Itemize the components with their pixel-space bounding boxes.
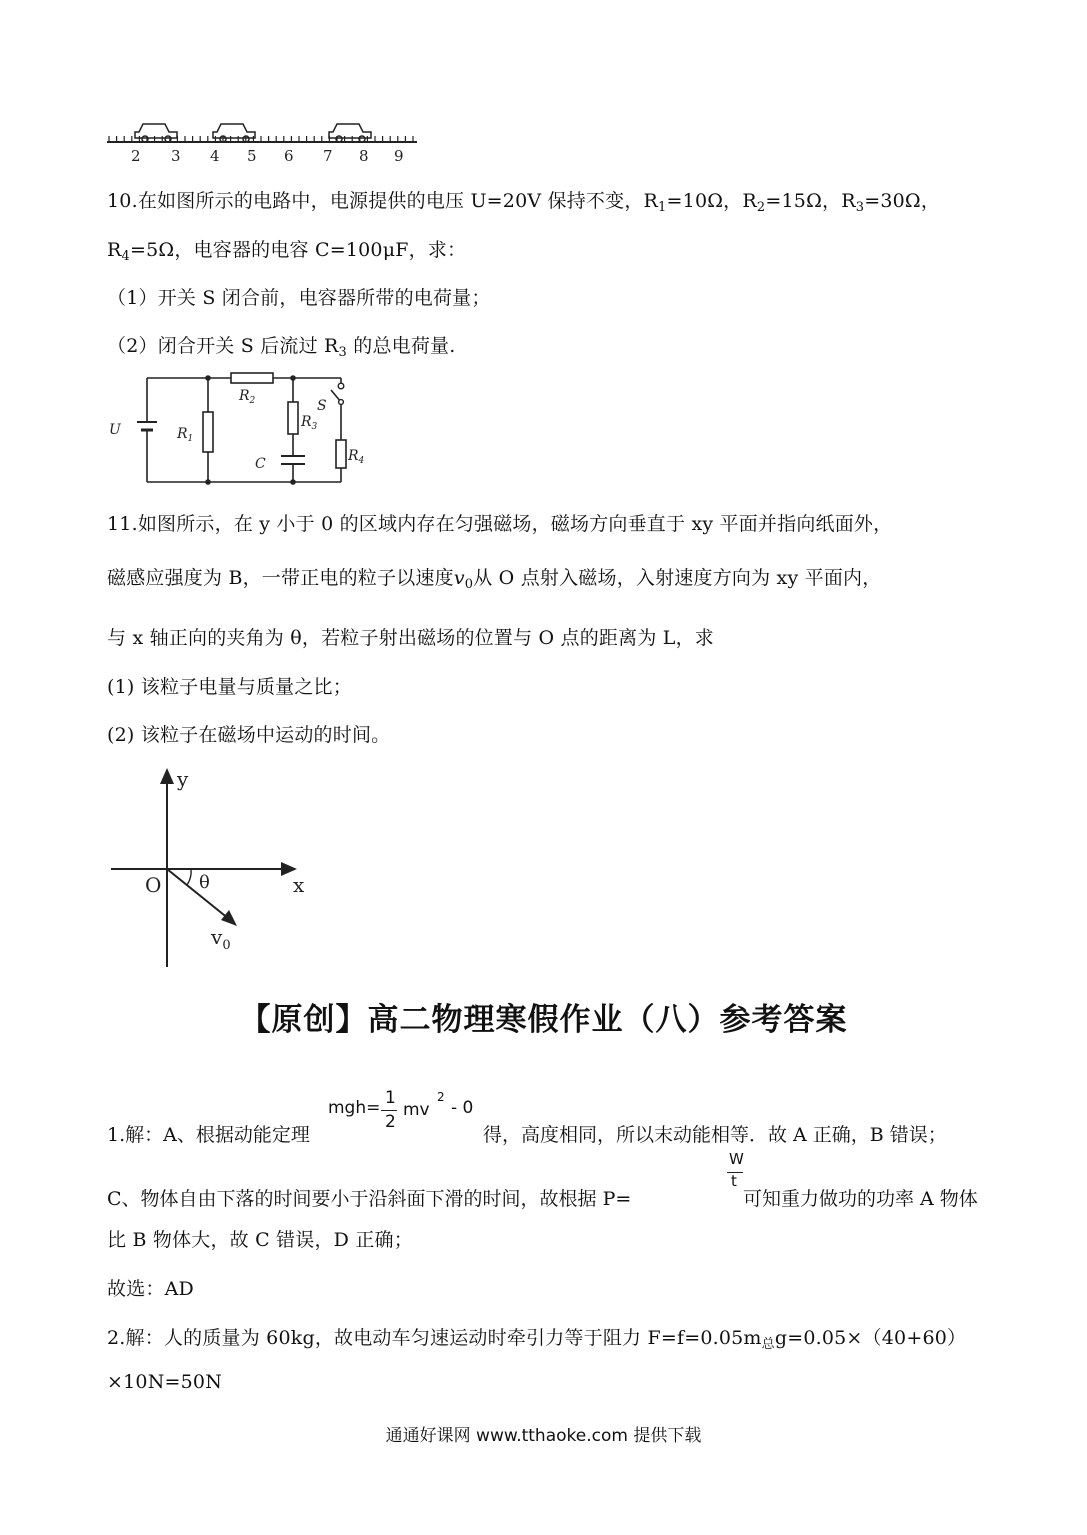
q11-line1: 11.如图所示，在 y 小于 0 的区域内存在匀强磁场，磁场方向垂直于 xy 平面并指向纸面外， [107,513,893,535]
a1-line3: 比 B 物体大，故 C 错误，D 正确； [107,1229,413,1251]
ruler-number: 4 [210,147,220,165]
circuit-diagram [105,370,365,488]
fraction-numerator: 1 [385,1088,396,1108]
a1-text: 可知重力做功的功率 A 物体 [743,1188,978,1210]
circuit-label-s: S [317,398,327,414]
q11-line3: 与 x 轴正向的夹角为 θ，若粒子射出磁场的位置与 O 点的距离为 L，求 [107,627,714,649]
q10-text: 的总电荷量. [347,335,456,357]
q10-text: 10.在如图所示的电路中，电源提供的电压 U=20V 保持不变，R [107,190,659,212]
fraction-denominator: t [731,1172,737,1190]
subscript: 1 [658,200,667,215]
circuit-label-r4: $R_4$ [348,448,365,466]
circuit-label-r3: $R_3$ [301,414,318,432]
q11-part1: (1) 该粒子电量与质量之比； [107,676,352,698]
q10-text: =10Ω，R [666,190,757,212]
a2-text: 2.解：人的质量为 60kg，故电动车匀速运动时牵引力等于阻力 F=f=0.05m [107,1327,762,1349]
subscript: 0 [464,577,474,592]
formula-text: mgh= [328,1098,381,1118]
q10-line1 [107,186,940,215]
a1-line2 [107,1150,1007,1210]
subscript: 2 [756,200,766,215]
circuit-label-u: U [109,422,121,438]
q11-text: v [453,567,465,589]
a1-text: C、物体自由下落的时间要小于沿斜面下滑的时间，故根据 P= [107,1188,632,1210]
ruler-number: 6 [284,147,294,165]
a1-line4: 故选：AD [107,1278,194,1300]
origin-label: O [145,873,162,897]
fraction-denominator: 2 [385,1112,396,1132]
circuit-label-r2: $R_2$ [239,388,256,406]
q10-text: =30Ω， [864,190,941,212]
fraction-numerator: W [729,1150,744,1168]
fraction-bar [381,1110,397,1111]
q10-text: =15Ω，R [765,190,856,212]
ruler-number: 9 [394,147,404,165]
q10-text: =5Ω，电容器的电容 C=100μF，求： [130,239,467,261]
ruler-cars-figure [105,110,425,166]
a1-line1 [107,1088,1007,1146]
q10-text: （2）闭合开关 S 后流过 R [107,335,339,357]
subscript: 3 [855,200,865,215]
a2-line2: ×10N=50N [107,1371,223,1393]
axis-label-y: y [177,767,189,791]
subscript: 总 [761,1337,775,1352]
formula-text: - 0 [451,1098,474,1118]
formula-text: mv [403,1100,430,1120]
axis-label-x: x [293,873,305,897]
a2-text: g=0.05×（40+60） [774,1327,967,1349]
q11-line2 [107,563,881,592]
ruler-number: 7 [323,147,333,165]
q10-line2 [107,235,466,264]
velocity-label: $v_0$ [211,925,231,953]
circuit-label-r1: $R_1$ [177,426,194,444]
subscript: 4 [121,249,130,264]
q10-part1: （1）开关 S 闭合前，电容器所带的电荷量； [107,287,491,309]
ruler-number: 2 [131,147,141,165]
q10-text: R [107,239,122,261]
ruler-number: 5 [247,147,257,165]
q11-text: 从 O 点射入磁场，入射速度方向为 xy 平面内， [473,567,882,589]
a1-text: 1.解：A、根据动能定理 [107,1124,310,1146]
ruler-number: 3 [171,147,181,165]
a1-text: 得，高度相同，所以末动能相等．故 A 正确，B 错误； [483,1124,947,1146]
answers-title: 【原创】高二物理寒假作业（八）参考答案 [239,1002,848,1038]
ruler-numbers [131,147,404,165]
axes-figure [105,762,325,972]
q11-part2: (2) 该粒子在磁场中运动的时间。 [107,724,391,746]
q11-text: 磁感应强度为 B，一带正电的粒子以速度 [107,567,454,589]
footer-credit: 通通好课网 www.tthaoke.com 提供下载 [385,1426,702,1446]
a2-line1 [107,1323,966,1352]
subscript: 3 [338,345,348,360]
circuit-label-c: C [255,456,266,472]
angle-label: θ [199,872,210,893]
q10-part2 [107,331,456,360]
superscript: 2 [437,1090,445,1104]
ruler-number: 8 [359,147,369,165]
